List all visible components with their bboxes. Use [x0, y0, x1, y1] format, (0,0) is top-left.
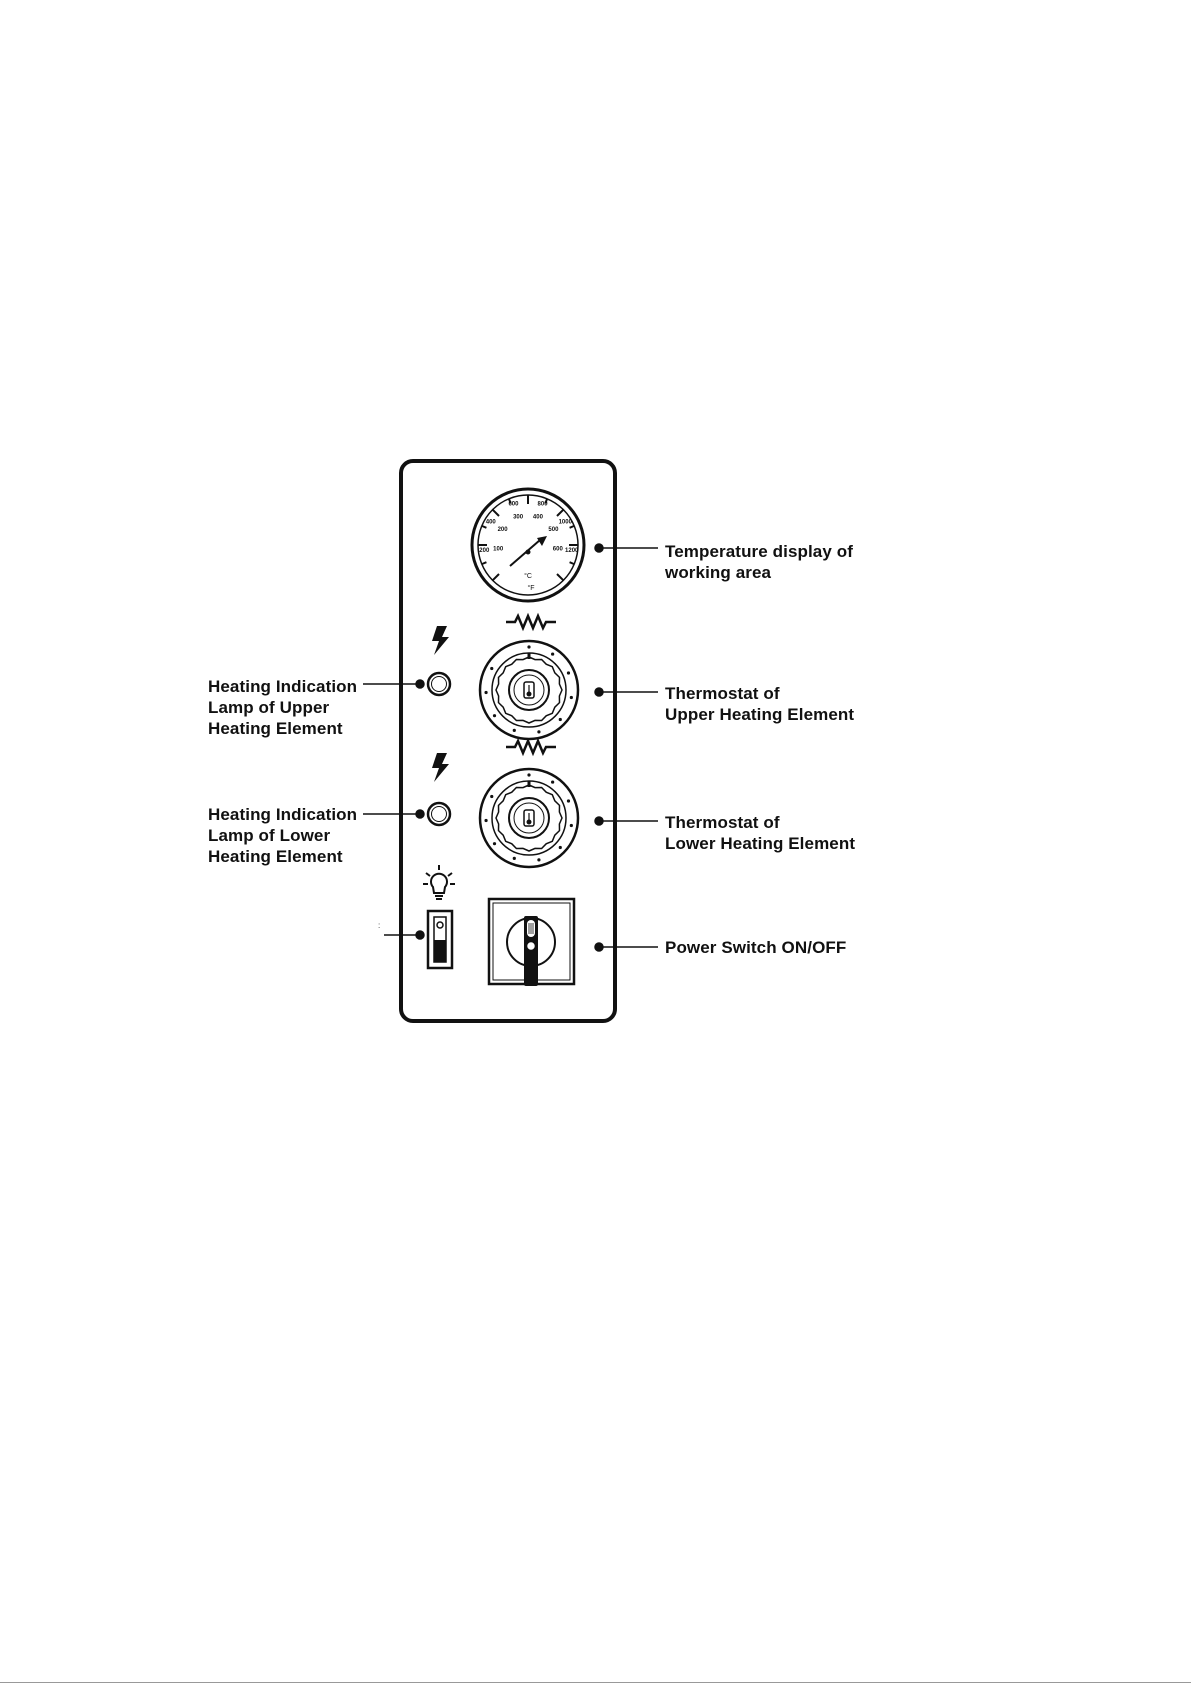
- resistor-symbol-lower: [506, 741, 556, 753]
- gauge-inner-label: 300: [513, 514, 524, 521]
- gauge-tick: [557, 574, 563, 580]
- gauge-unit-c: °C: [524, 573, 532, 580]
- knob-scale-dot: [513, 857, 516, 860]
- callout-line: Lower Heating Element: [665, 834, 856, 853]
- gauge-inner-label: 100: [493, 546, 504, 553]
- gauge-inner-label: 400: [532, 514, 543, 521]
- gauge-tick: [493, 574, 499, 580]
- callout-line: working area: [665, 563, 772, 582]
- callout-line: Thermostat of: [665, 813, 780, 832]
- callout-line: Power Switch ON/OFF: [665, 938, 847, 957]
- gauge-tick: [570, 562, 575, 564]
- callout-line: Thermostat of: [665, 684, 780, 703]
- gauge-outer-label: 600: [508, 501, 519, 508]
- lower-thermostat-knob[interactable]: [480, 769, 578, 867]
- lower-heating-lamp: [428, 803, 450, 825]
- knob-scale-dot: [493, 714, 496, 717]
- callout-lower-thermostat: [665, 812, 855, 854]
- callout-upper-thermostat: [665, 683, 854, 725]
- lightning-icon: [432, 626, 449, 655]
- knob-scale-dot: [537, 730, 540, 733]
- page-bottom-rule: [0, 1682, 1191, 1683]
- gauge-tick: [493, 510, 499, 516]
- knob-scale-dot: [567, 799, 570, 802]
- knob-scale-dot: [490, 795, 493, 798]
- knob-scale-dot: [527, 645, 530, 648]
- temperature-gauge: [472, 489, 584, 601]
- gauge-needle: [510, 540, 540, 566]
- gauge-tick: [482, 562, 487, 564]
- resistor-symbol-upper: [506, 616, 556, 628]
- thermometer-icon: [527, 692, 532, 697]
- stray-mark: :: [378, 921, 381, 930]
- callout-lower-lamp: [208, 804, 357, 867]
- gauge-tick: [570, 526, 575, 528]
- callout-line: Temperature display of: [665, 542, 853, 561]
- callout-temperature-display: [665, 541, 853, 583]
- gauge-outer-label: 1200: [565, 547, 579, 554]
- knob-scale-dot: [537, 858, 540, 861]
- gauge-outer-label: 200: [479, 547, 490, 554]
- knob-scale-dot: [551, 780, 554, 783]
- gauge-outer-label: 400: [485, 519, 496, 526]
- knob-scale-dot: [559, 846, 562, 849]
- knob-pointer: [528, 781, 531, 787]
- gauge-tick: [557, 510, 563, 516]
- gauge-inner-label: 200: [497, 527, 508, 534]
- callout-line: Heating Indication: [208, 805, 358, 824]
- callout-line: Lamp of Lower: [208, 826, 331, 845]
- knob-scale-dot: [490, 667, 493, 670]
- upper-thermostat-knob[interactable]: [480, 641, 578, 739]
- gauge-inner-label: 600: [552, 546, 563, 553]
- knob-scale-dot: [493, 842, 496, 845]
- thermometer-icon: [527, 820, 532, 825]
- callout-line: Lamp of Upper: [208, 698, 330, 717]
- gauge-outer-label: 1000: [558, 519, 572, 526]
- knob-scale-dot: [570, 824, 573, 827]
- knob-scale-dot: [484, 691, 487, 694]
- gauge-hub: [526, 550, 531, 555]
- callout-power-switch: [665, 937, 846, 958]
- gauge-inner-label: 500: [548, 527, 559, 534]
- knob-scale-dot: [527, 773, 530, 776]
- knob-scale-dot: [567, 671, 570, 674]
- callout-line: Upper Heating Element: [665, 705, 855, 724]
- callout-line: Heating Element: [208, 719, 343, 738]
- power-switch[interactable]: [489, 899, 574, 986]
- gauge-outer-label: 800: [537, 501, 548, 508]
- knob-scale-dot: [551, 652, 554, 655]
- knob-scale-dot: [559, 718, 562, 721]
- callout-line: Heating Element: [208, 847, 343, 866]
- callout-line: Heating Indication: [208, 677, 358, 696]
- light-bulb-icon: [423, 865, 455, 899]
- lightning-icon: [432, 753, 449, 782]
- callout-upper-lamp: [208, 676, 357, 739]
- knob-scale-dot: [570, 696, 573, 699]
- light-rocker-switch[interactable]: [428, 911, 452, 968]
- upper-heating-lamp: [428, 673, 450, 695]
- knob-scale-dot: [484, 819, 487, 822]
- knob-pointer: [528, 653, 531, 659]
- knob-scale-dot: [513, 729, 516, 732]
- gauge-unit-f: °F: [527, 585, 535, 592]
- gauge-tick: [482, 526, 487, 528]
